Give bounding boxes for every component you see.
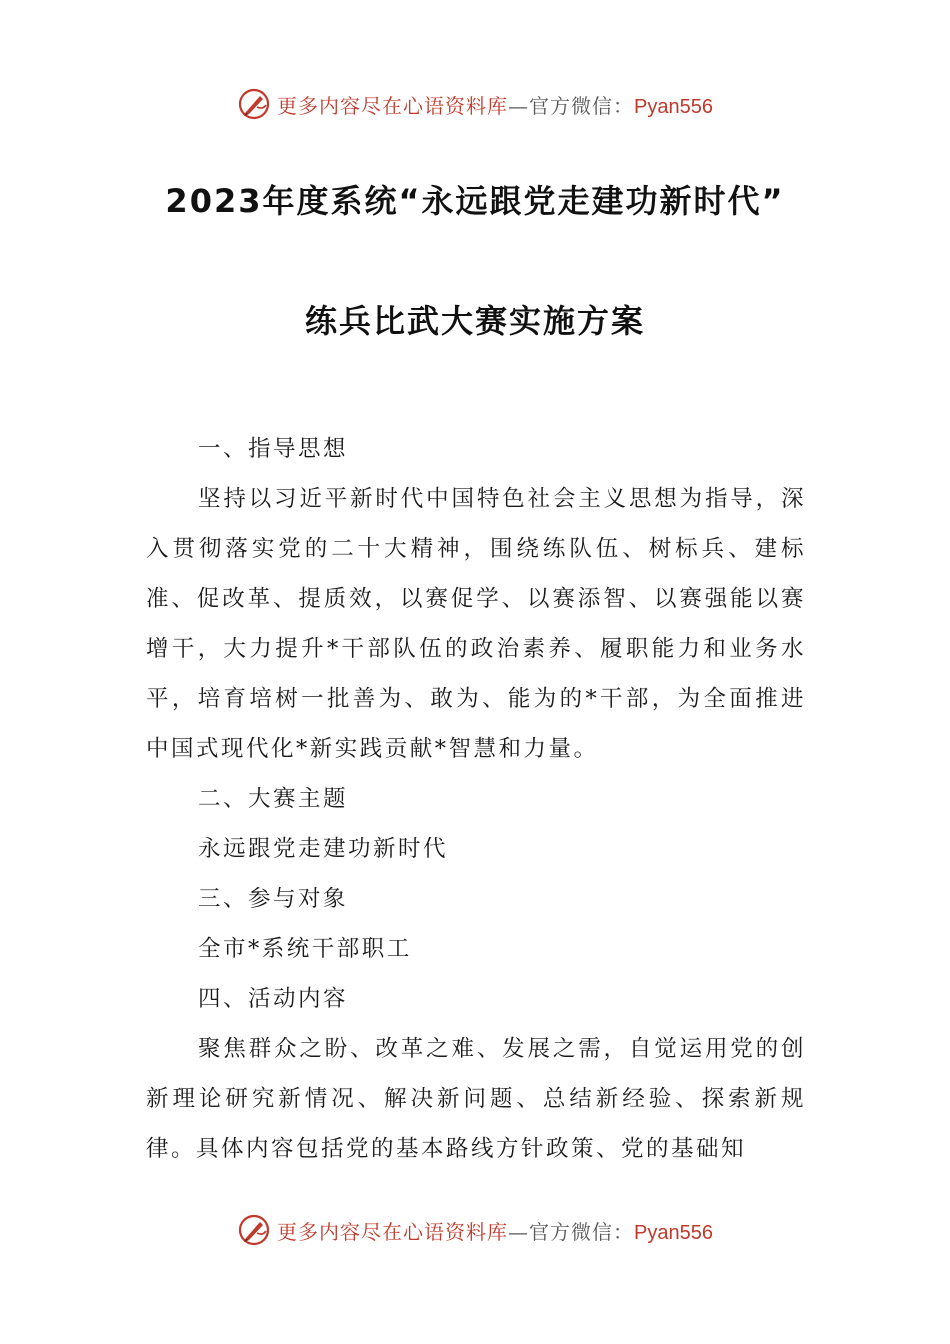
watermark-text xyxy=(277,1216,713,1245)
watermark-dash: — xyxy=(508,93,530,118)
watermark-wechat-id: Pyan556 xyxy=(634,95,713,118)
body-paragraph-1: 坚持以习近平新时代中国特色社会主义思想为指导，深入贯彻落实党的二十大精神，围绕练队伍、树标兵、建标准、促改革、提质效，以赛促学、以赛添智、以赛强能以赛增干，大力提升*干部队伍的政治素养、履职能力和业务水平，培育培树一批善为、敢为、能为的*干部，为全面推进中国式现代化*新实践贡献*智慧和力量。 xyxy=(146,486,806,762)
body-paragraph-2: 永远跟党走建功新时代 xyxy=(198,836,449,862)
document-title-line1: 2023年度系统“永远跟党走建功新时代” xyxy=(165,182,785,220)
watermark-official: 官方微信： xyxy=(529,1219,635,1244)
watermark-dash: — xyxy=(508,1219,530,1244)
watermark-brand: 更多内容尽在心语资料库 xyxy=(277,1219,509,1244)
watermark-text xyxy=(277,90,713,119)
watermark-header xyxy=(0,84,950,124)
section-heading-3: 三、参与对象 xyxy=(198,886,349,912)
watermark-brand: 更多内容尽在心语资料库 xyxy=(277,93,509,118)
watermark-footer xyxy=(0,1210,950,1250)
document-body xyxy=(146,424,806,1174)
watermark-wechat-id: Pyan556 xyxy=(634,1221,713,1244)
pen-logo-icon xyxy=(237,1213,271,1247)
body-paragraph-3: 全市*系统干部职工 xyxy=(198,936,412,962)
section-heading-2: 二、大赛主题 xyxy=(198,786,349,812)
body-paragraph-4: 聚焦群众之盼、改革之难、发展之需，自觉运用党的创新理论研究新情况、解决新问题、总结新经验、探索新规律。具体内容包括党的基本路线方针政策、党的基础知 xyxy=(146,1036,806,1162)
watermark-official: 官方微信： xyxy=(529,93,635,118)
document-title-line2: 练兵比武大赛实施方案 xyxy=(304,302,645,340)
pen-logo-icon xyxy=(237,87,271,121)
section-heading-4: 四、活动内容 xyxy=(198,986,349,1012)
section-heading-1: 一、指导思想 xyxy=(198,436,349,462)
